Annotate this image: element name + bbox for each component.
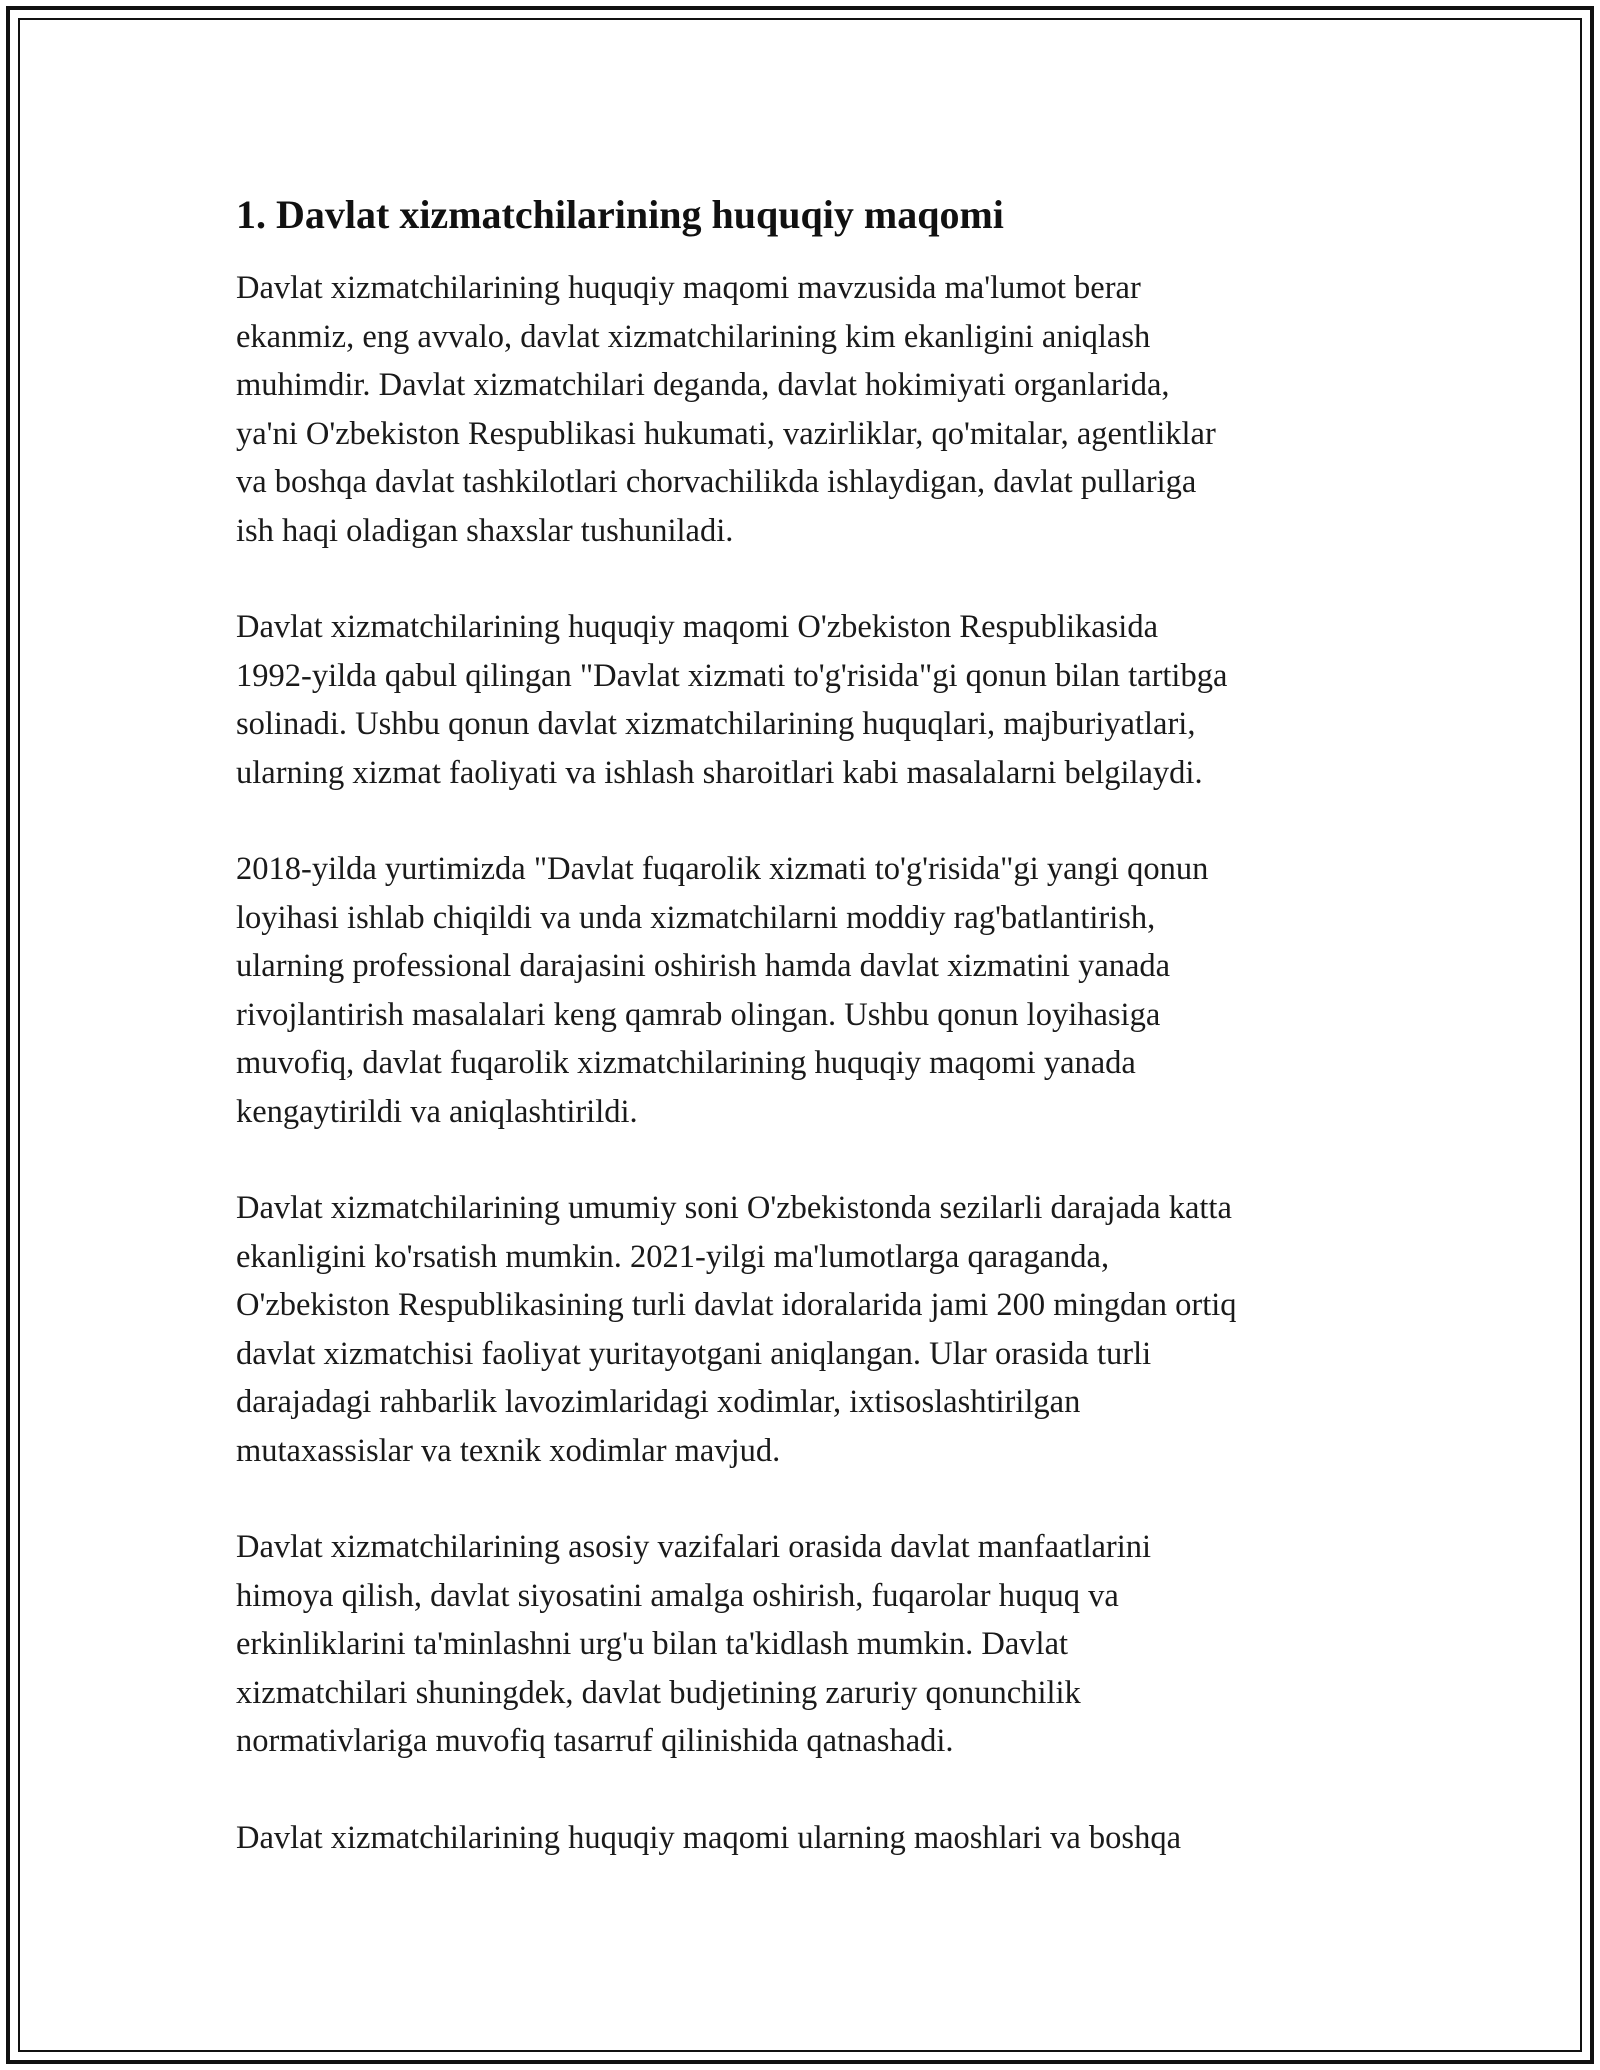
paragraph — [236, 603, 1386, 797]
text-line: ish haqi oladigan shaxslar tushuniladi. — [236, 512, 734, 549]
text-line: Davlat xizmatchilarining huquqiy maqomi O'zbekiston Respublikasida — [236, 609, 1158, 645]
text-line: darajadagi rahbarlik lavozimlaridagi xodimlar, ixtisoslashtirilgan — [236, 1384, 1081, 1420]
paragraph — [236, 1523, 1386, 1766]
text-line: 2018-yilda yurtimizda "Davlat fuqarolik xizmati to'g'risida"gi yangi qonun — [236, 851, 1209, 887]
text-line: Davlat xizmatchilarining asosiy vazifalari orasida davlat manfaatlarini — [236, 1529, 1152, 1565]
body-text — [236, 264, 1386, 1862]
text-line: solinadi. Ushbu qonun davlat xizmatchilarining huquqlari, majburiyatlari, — [236, 706, 1196, 742]
paragraph — [236, 264, 1386, 555]
text-line: Davlat xizmatchilarining umumiy soni O'zbekistonda sezilarli darajada katta — [236, 1190, 1232, 1226]
text-line: ularning xizmat faoliyati va ishlash sharoitlari kabi masalalarni belgilaydi. — [236, 754, 1203, 791]
text-line: erkinliklarini ta'minlashni urg'u bilan ta'kidlash mumkin. Davlat — [236, 1626, 1069, 1662]
text-line: normativlariga muvofiq tasarruf qilinishida qatnashadi. — [236, 1723, 954, 1759]
text-line: ekanligini ko'rsatish mumkin. 2021-yilgi ma'lumotlarga qaraganda, — [236, 1238, 1110, 1275]
text-line: muhimdir. Davlat xizmatchilari deganda, davlat hokimiyati organlarida, — [236, 367, 1170, 403]
text-line: mutaxassislar va texnik xodimlar mavjud. — [236, 1432, 781, 1469]
paragraph — [236, 845, 1386, 1136]
document-page — [236, 188, 1386, 1910]
text-line: ularning professional darajasini oshirish hamda davlat xizmatini yanada — [236, 948, 1171, 984]
text-line: himoya qilish, davlat siyosatini amalga oshirish, fuqarolar huquq va — [236, 1577, 1119, 1614]
text-line: rivojlantirish masalalari keng qamrab olingan. Ushbu qonun loyihasiga — [236, 996, 1161, 1033]
text-line: muvofiq, davlat fuqarolik xizmatchilarining huquqiy maqomi yanada — [236, 1045, 1136, 1081]
text-line: ya'ni O'zbekiston Respublikasi hukumati, vazirliklar, qo'mitalar, agentliklar — [236, 415, 1216, 452]
text-line: va boshqa davlat tashkilotlari chorvachilikda ishlaydigan, davlat pullariga — [236, 464, 1197, 500]
paragraph — [236, 1814, 1386, 1863]
text-line: O'zbekiston Respublikasining turli davlat idoralarida jami 200 mingdan ortiq — [236, 1287, 1237, 1323]
paragraph — [236, 1184, 1386, 1475]
text-line: davlat xizmatchisi faoliyat yuritayotgani aniqlangan. Ular orasida turli — [236, 1335, 1152, 1372]
text-line: loyihasi ishlab chiqildi va unda xizmatchilarni moddiy rag'batlantirish, — [236, 899, 1156, 936]
text-line: Davlat xizmatchilarining huquqiy maqomi mavzusida ma'lumot berar — [236, 270, 1141, 306]
text-line: xizmatchilari shuningdek, davlat budjetining zaruriy qonunchilik — [236, 1674, 1081, 1711]
text-line: kengaytirildi va aniqlashtirildi. — [236, 1093, 638, 1130]
text-line: Davlat xizmatchilarining huquqiy maqomi ularning maoshlari va boshqa — [236, 1819, 1181, 1856]
text-line: ekanmiz, eng avvalo, davlat xizmatchilarining kim ekanligini aniqlash — [236, 318, 1151, 355]
section-heading: 1. Davlat xizmatchilarining huquqiy maqomi — [236, 192, 1004, 237]
text-line: 1992-yilda qabul qilingan "Davlat xizmati to'g'risida"gi qonun bilan tartibga — [236, 657, 1228, 694]
